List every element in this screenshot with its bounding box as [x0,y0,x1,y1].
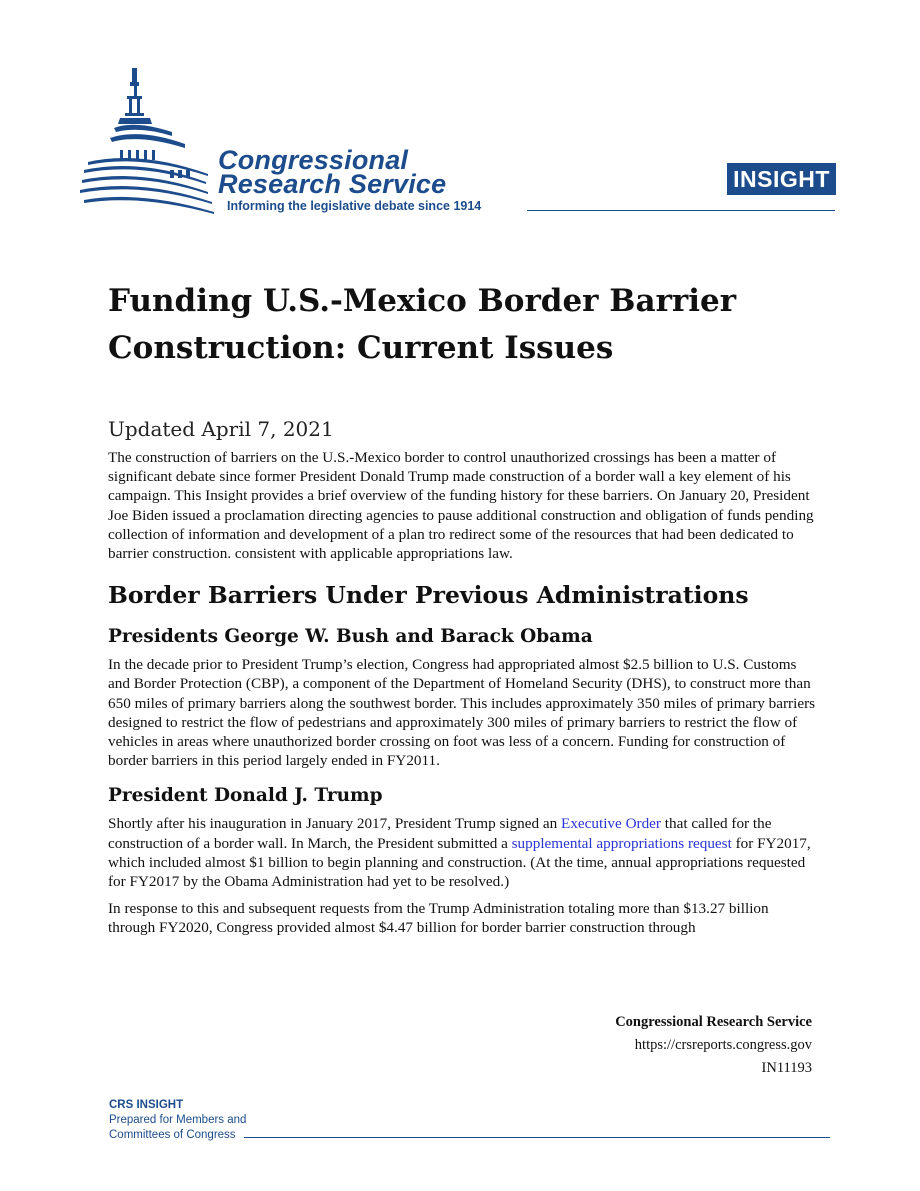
footer-label: CRS INSIGHT [109,1099,184,1111]
footer-url[interactable]: https://crsreports.congress.gov [634,1037,812,1053]
trump-p1-text-c: for FY2017, which included almost $1 billion to begin planning and construction. (At the time, annual appropriations requested for FY2017 by the Obama Administration had yet to be resolved.) [108,834,811,891]
subsection-heading-bush-obama: Presidents George W. Bush and Barack Obama [108,626,593,648]
page-footer [615,1011,812,1080]
crs-logo [80,62,540,222]
intro-paragraph: The construction of barriers on the U.S.-Mexico border to control unauthorized crossings has been a matter of significant debate since former President Donald Trump made construction of a border wall a key element of his campaign. This Insight provides a brief overview of the funding history for these barriers. On January 20, President Joe Biden issued a proclamation directing agencies to pause additional construction and obligation of funds pending collection of information and development of a plan tro redirect some of the resources that had been dedicated to barrier construction. consistent with applicable appropriations law. [108,449,814,563]
logo-tagline: Informing the legislative debate since 1914 [227,199,482,213]
crs-insight-footer [109,1098,246,1143]
trump-p1-text-a: Shortly after his inauguration in January 2017, President Trump signed an [108,815,562,833]
footer-divider [244,1137,830,1138]
footer-report-code: IN11193 [761,1060,812,1076]
footer-org: Congressional Research Service [615,1014,812,1030]
capitol-dome-icon [80,62,230,222]
subsection-heading-trump: President Donald J. Trump [108,785,383,807]
page-title: Funding U.S.-Mexico Border Barrier Construction: Current Issues [108,283,737,366]
insight-badge: INSIGHT [727,163,836,195]
logo-name-line1: Congressional [218,145,409,175]
trump-p1-text-b: that called for the construction of a border wall. In March, the President submitted a [108,815,772,852]
logo-name-line2: Research Service [218,169,447,199]
footer-line2: Prepared for Members and [109,1114,247,1126]
supplemental-request-link[interactable]: supplemental appropriations request [511,834,732,852]
executive-order-link[interactable]: Executive Order [561,815,661,833]
document-body [108,278,816,946]
trump-paragraph-1 [108,814,816,891]
trump-paragraph-2: In response to this and subsequent requests from the Trump Administration totaling more than $13.27 billion through FY2020, Congress provided almost $4.47 billion for border barrier construction through [108,900,769,937]
bush-obama-paragraph: In the decade prior to President Trump’s election, Congress had appropriated almost $2.5 billion to U.S. Customs and Border Protection (CBP), a component of the Department of Homeland Security (DHS), to construct more than 650 miles of primary barriers along the southwest border. This includes approximately 350 miles of primary barriers designed to restrict the flow of pedestrians and approximately 300 miles of primary barriers to restrict the flow of vehicles in areas where unauthorized border crossing on foot was less of a concern. Funding for construction of border barriers in this period largely ended in FY2011. [108,656,816,770]
updated-date: Updated April 7, 2021 [108,417,334,441]
header-divider [527,210,835,211]
footer-line3: Committees of Congress [109,1129,236,1141]
section-heading: Border Barriers Under Previous Administrations [108,581,749,610]
